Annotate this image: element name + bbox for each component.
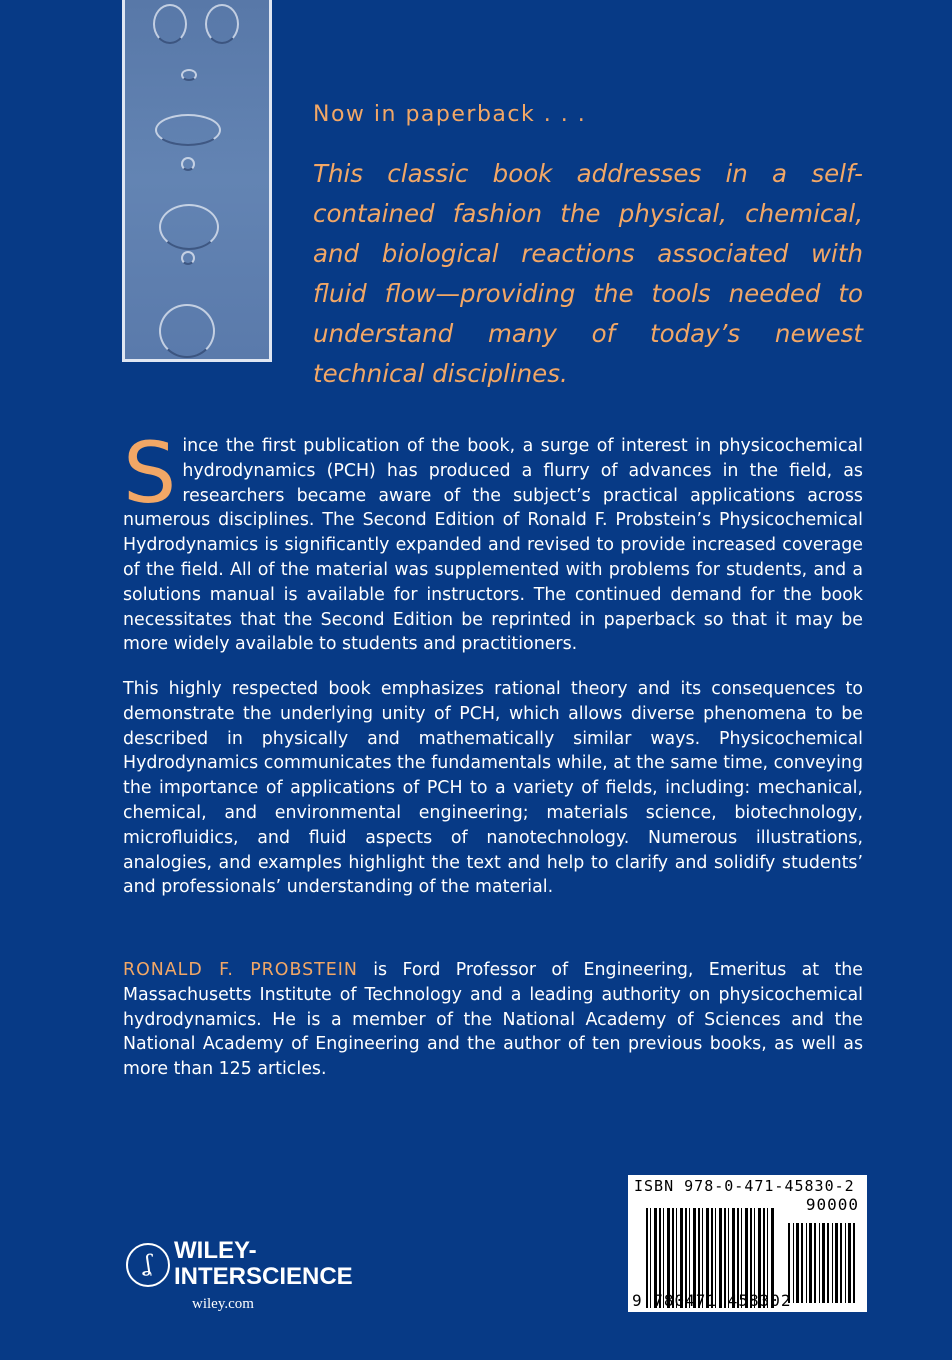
isbn-barcode	[628, 1175, 867, 1312]
barcode-digits: 9 780471 458302	[632, 1291, 792, 1310]
price-addon: 90000	[805, 1195, 859, 1214]
author-name: RONALD F. PROBSTEIN	[123, 960, 358, 980]
addon-bars	[788, 1223, 856, 1303]
cover-photo-droplets	[122, 0, 272, 362]
drop-cap: S	[123, 424, 177, 522]
publisher-line-1: WILEY-	[174, 1237, 257, 1264]
paragraph-text: ince the first publication of the book, a surge of interest in physicochemical hydrodynamics (PCH) has produced a flurry of advances in the field, as researchers became aware of the subject’s practical applications across numerous disciplines. The Second Edition of Ronald F. Probstein’s Physicochemical Hydrodynamics is significantly expanded and revised to provide increased coverage of the field. All of the material was supplemented with problems for students, and a solutions manual is available for instructors. The continued demand for the book necessitates that the Second Edition be reprinted in paperback so that it may be more widely available to students and practitioners.	[123, 436, 863, 655]
description-paragraph-2: This highly respected book emphasizes rational theory and its consequences to demonstrate the underlying unity of PCH, which allows diverse phenomena to be described in physically and mathematically similar ways. Physicochemical Hydrodynamics communicates the fundamentals while, at the same time, conveying the importance of applications of PCH to a variety of fields, including: mechanical, chemical, and environmental engineering; materials science, biotechnology, microfluidics, and fluid aspects of nanotechnology. Numerous illustrations, analogies, and examples highlight the text and help to clarify and solidify students’ and professionals’ understanding of the material.	[123, 679, 863, 898]
tagline: Now in paperback . . .	[313, 102, 587, 127]
publisher-line-2: INTERSCIENCE	[174, 1263, 353, 1290]
author-bio-text: is Ford Professor of Engineering, Emeritus at the Massachusetts Institute of Technology and a leading authority on physicochemical hydrodynamics. He is a member of the National Academy of Sciences and the National Academy of Engineering and the author of ten previous books, as well as more than 125 articles.	[123, 960, 863, 1080]
intro-text: This classic book addresses in a self-contained fashion the physical, chemical, and biological reactions associated with fluid flow—providing the tools needed to understand many of today’s newest technical disciplines.	[313, 159, 863, 388]
isbn-text: ISBN 978-0-471-45830-2	[634, 1177, 855, 1195]
publisher-url: wiley.com	[192, 1296, 254, 1312]
publisher-name	[174, 1238, 353, 1290]
description-paragraph-1	[123, 424, 863, 657]
author-bio	[123, 958, 863, 1082]
wiley-emblem-icon: ʆ	[126, 1243, 170, 1287]
